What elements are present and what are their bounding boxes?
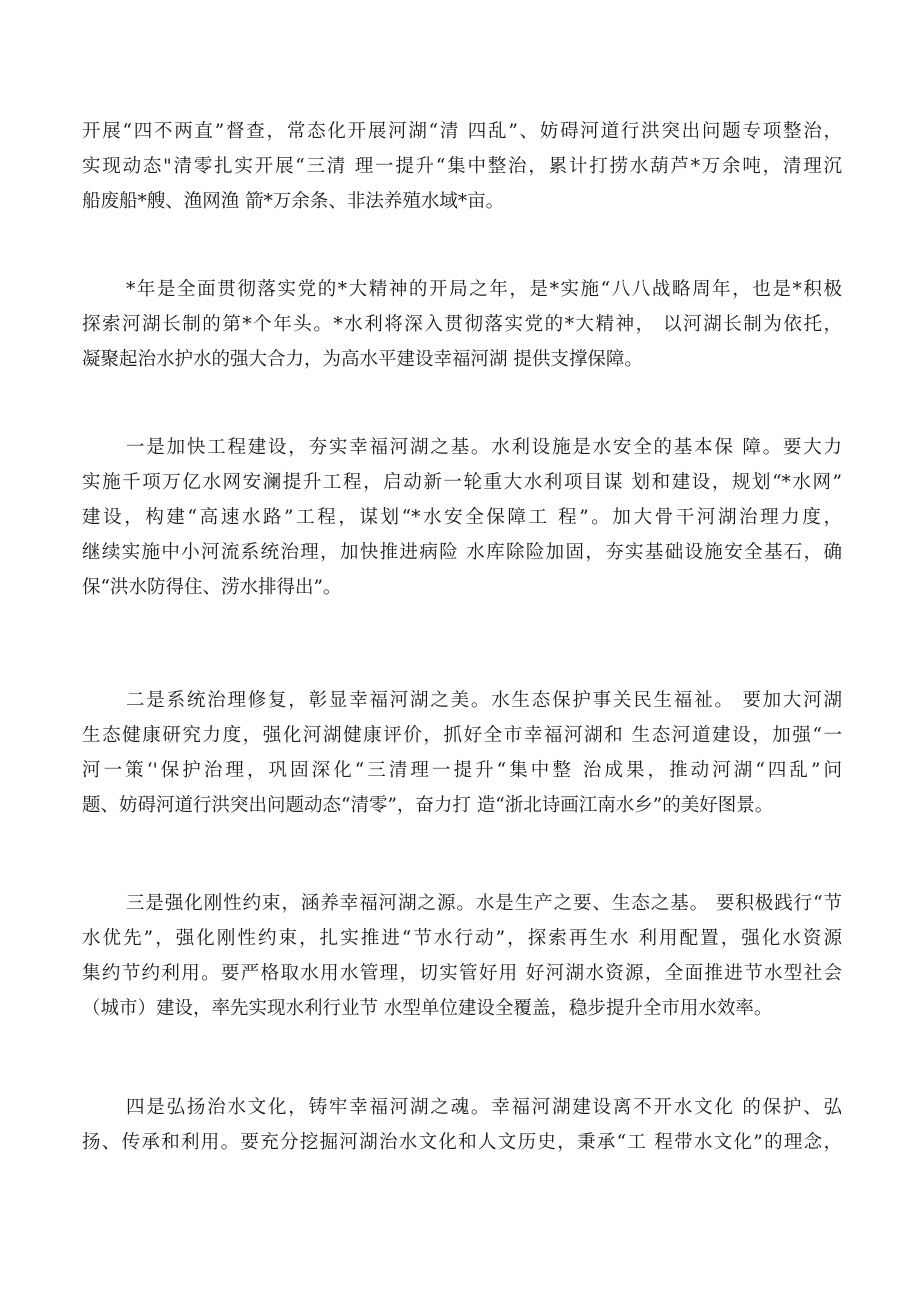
text-line: 实现动态"清零扎实开展“三清 理一提升“集中整治，累计打捞水葫芦*万余吨，清理沉 <box>82 156 842 177</box>
text-line: 河一策‘'保护治理，巩固深化“三清理一提升“集中整 治成果，推动河湖“四乱”问 <box>82 760 842 781</box>
text-line: 开展“四不两直”督查，常态化开展河湖“清 四乱”、妨碍河道行洪突出问题专项整治， <box>82 121 842 142</box>
text-line: 保“洪水防得住、涝水排得出”。 <box>82 577 342 598</box>
text-line: 二是系统治理修复，彰显幸福河湖之美。水生态保护事关民生福祉。 要加大河湖 <box>126 690 842 711</box>
text-line: 水优先”，强化刚性约束，扎实推进“节水行动”，探索再生水 利用配置，强化水资源 <box>82 928 842 949</box>
text-line: 四是弘扬治水文化，铸牢幸福河湖之魂。幸福河湖建设离不开水文化 的保护、弘 <box>126 1097 842 1118</box>
text-line: （城市）建设，率先实现水利行业节 水型单位建设全覆盖，稳步提升全市用水效率。 <box>82 998 773 1019</box>
text-line: *年是全面贯彻落实党的*大精神的开局之年，是*实施“八八战略周年，也是*积极 <box>126 279 842 300</box>
paragraph-opening-year <box>82 272 842 377</box>
text-line: 建设，构建“高速水路”工程，谋划“*水安全保障工 程”。加大骨干河湖治理力度， <box>82 507 842 528</box>
text-line: 探索河湖长制的第*个年头。*水利将深入贯彻落实党的*大精神， 以河湖长制为依托， <box>82 314 842 335</box>
text-line: 三是强化刚性约束，涵养幸福河湖之源。水是生产之要、生态之基。 要积极践行“节 <box>126 893 842 914</box>
text-line: 实施千项万亿水网安澜提升工程，启动新一轮重大水利项目谋 划和建设，规划“*水网” <box>82 472 842 493</box>
paragraph-water-culture <box>82 1090 842 1160</box>
paragraph-water-saving <box>82 886 842 1026</box>
paragraph-ecological-repair <box>82 683 842 823</box>
text-line: 集约节约利用。要严格取水用水管理，切实管好用 好河湖水资源，全面推进节水型社会 <box>82 963 842 984</box>
text-line: 继续实施中小河流系统治理，加快推进病险 水库除险加固，夯实基础设施安全基石，确 <box>82 542 842 563</box>
text-line: 一是加快工程建设，夯实幸福河湖之基。水利设施是水安全的基本保 障。要大力 <box>126 437 842 458</box>
text-line: 题、妨碍河道行洪突出问题动态“清零”，奋力打 造“浙北诗画江南水乡”的美好图景。 <box>82 795 774 816</box>
text-line: 扬、传承和利用。要充分挖掘河湖治水文化和人文历史，秉承“工 程带水文化”的理念， <box>82 1132 842 1153</box>
text-line: 凝聚起治水护水的强大合力，为高水平建设幸福河湖 提供支撑保障。 <box>82 349 643 370</box>
paragraph-engineering <box>82 430 842 605</box>
text-line: 船废船*艘、渔网渔 箭*万余条、非法养殖水域*亩。 <box>82 191 505 212</box>
text-line: 生态健康研究力度，强化河湖健康评价，抓好全市幸福河湖和 生态河道建设，加强“一 <box>82 725 842 746</box>
paragraph-inspection <box>82 114 842 219</box>
